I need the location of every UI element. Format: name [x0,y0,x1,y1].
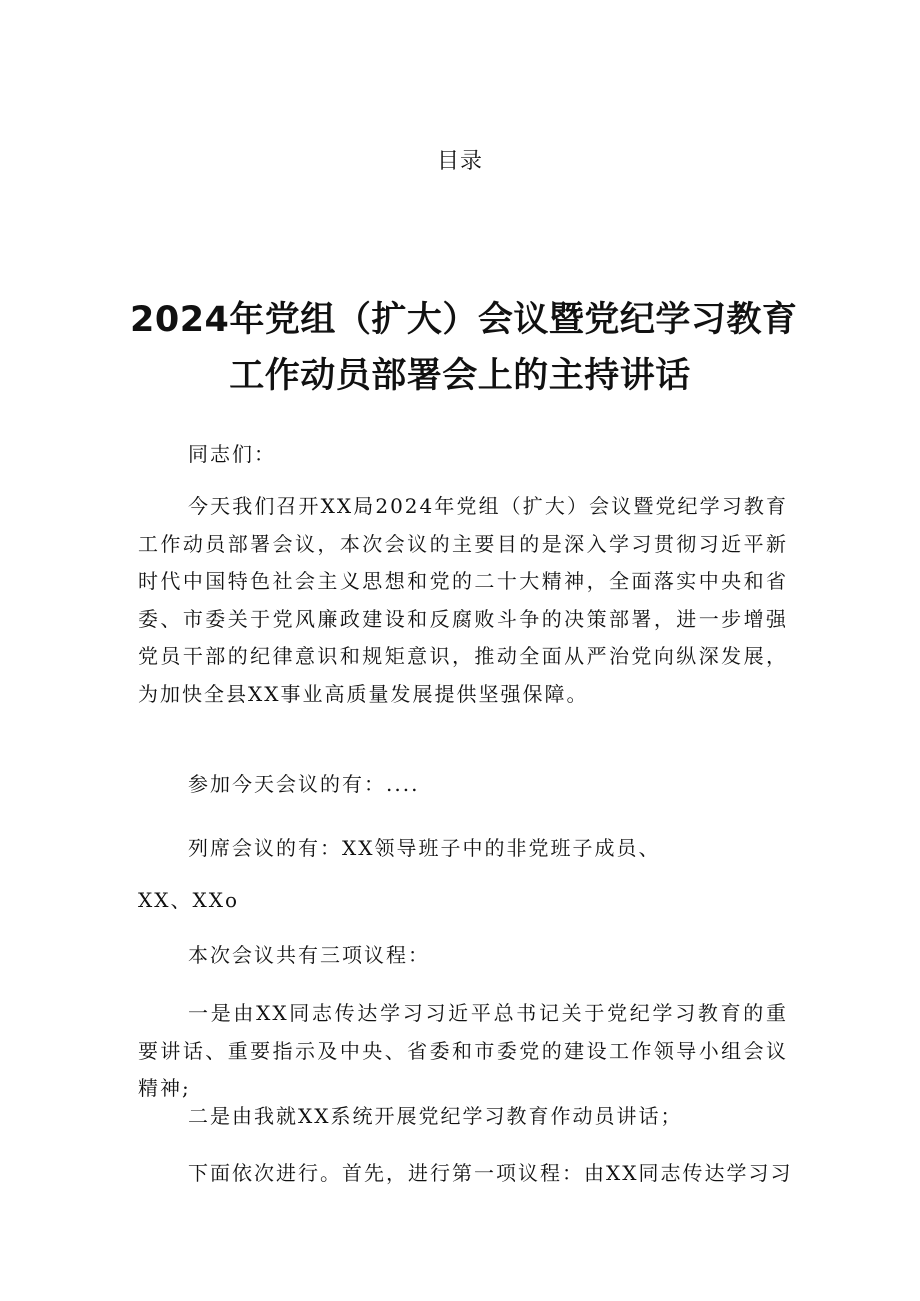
title-line-2: 工作动员部署会上的主持讲话 [229,356,691,396]
paragraph-observers-line1: 列席会议的有：XX领导班子中的非党班子成员、 [188,836,661,860]
toc-heading: 目录 [436,149,483,174]
paragraph-proceed: 下面依次进行。首先，进行第一项议程：由XX同志传达学习习 [188,1161,793,1185]
title-line-1: 2024年党组（扩大）会议暨党纪学习教育 [130,300,798,340]
document-title [130,292,798,404]
agenda-item-1: 一是由XX同志传达学习习近平总书记关于党纪学习教育的重要讲话、重要指示及中央、省委和市委党的建设工作领导小组会议精神; [138,1001,788,1100]
paragraph-observers-line2: XX、XXo [138,888,239,912]
paragraph-intro: 今天我们召开XX局2024年党组（扩大）会议暨党纪学习教育工作动员部署会议，本次会议的主要目的是深入学习贯彻习近平新时代中国特色社会主义思想和党的二十大精神，全面落实中央和省委、市委关于党风廉政建设和反腐败斗争的决策部署，进一步增强党员干部的纪律意识和规矩意识，推动全面从严治党向纵深发展，为加快全县XX事业高质量发展提供坚强保障。 [138,494,788,706]
paragraph-attendees: 参加今天会议的有：.... [188,772,420,796]
paragraph-agenda-intro: 本次会议共有三项议程： [188,943,430,967]
salutation: 同志们： [188,442,276,466]
agenda-item-2: 二是由我就XX系统开展党纪学习教育作动员讲话； [188,1104,683,1128]
